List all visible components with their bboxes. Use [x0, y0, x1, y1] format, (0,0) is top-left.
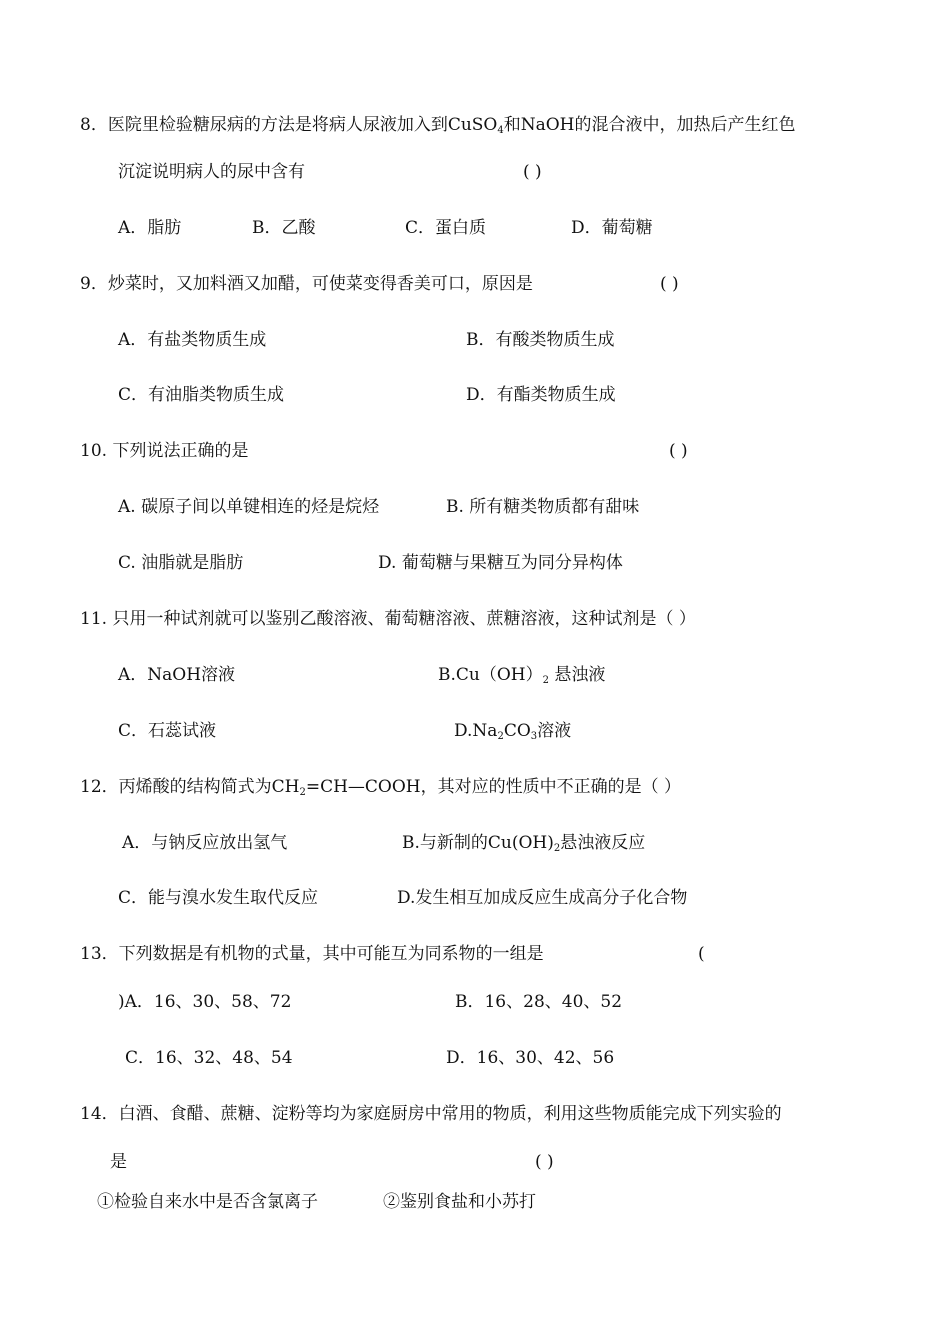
- q8-option-b: B．乙酸: [252, 218, 316, 238]
- q10-answer-paren: ( ): [669, 441, 688, 461]
- q8-answer-paren: ( ): [523, 162, 542, 182]
- q14-item-1: ①检验自来水中是否含氯离子: [97, 1192, 318, 1212]
- q13-answer-paren-open: (: [698, 944, 705, 964]
- q12-option-b: B.与新制的$Cu(OH)_2$悬浊液反应: [402, 833, 646, 854]
- q14-stem-line2: 是: [110, 1152, 127, 1172]
- q13-option-c: C．16、32、48、54: [125, 1048, 293, 1068]
- q10-option-b: B. 所有糖类物质都有甜味: [446, 497, 640, 517]
- q8-stem-line2: 沉淀说明病人的尿中含有: [118, 162, 305, 182]
- q11-option-b: $B.Cu(OH)_2$ 悬浊液: [438, 665, 606, 686]
- q13-stem: 13．下列数据是有机物的式量，其中可能互为同系物的一组是: [80, 944, 544, 964]
- q13-option-b: B．16、28、40、52: [455, 992, 623, 1012]
- q11-option-c: C．石蕊试液: [118, 721, 217, 741]
- q9-option-d: D．有酯类物质生成: [466, 385, 616, 405]
- q12-stem: 12．丙烯酸的结构简式为$CH_2=CH—COOH$，其对应的性质中不正确的是（ ）: [80, 777, 682, 798]
- q13-option-d: D．16、30、42、56: [446, 1048, 615, 1068]
- q11-option-d: $D.Na_2CO_3$溶液: [454, 721, 572, 742]
- q8-option-a: A．脂肪: [118, 218, 182, 238]
- q8-option-c: C．蛋白质: [405, 218, 487, 238]
- q9-option-a: A．有盐类物质生成: [118, 330, 267, 350]
- q11-option-a: A．NaOH溶液: [118, 665, 236, 685]
- q9-option-b: B．有酸类物质生成: [466, 330, 615, 350]
- q11-stem: 11. 只用一种试剂就可以鉴别乙酸溶液、葡萄糖溶液、蔗糖溶液，这种试剂是（ ）: [80, 609, 696, 629]
- q9-stem: 9．炒菜时，又加料酒又加醋，可使菜变得香美可口，原因是: [80, 274, 533, 294]
- q8-option-d: D．葡萄糖: [571, 218, 653, 238]
- q13-option-a: )A．16、30、58、72: [118, 992, 292, 1012]
- q10-option-c: C. 油脂就是脂肪: [118, 553, 244, 573]
- q10-stem: 10. 下列说法正确的是: [80, 441, 249, 461]
- q12-option-c: C．能与溴水发生取代反应: [118, 888, 319, 908]
- q10-option-a: A. 碳原子间以单键相连的烃是烷烃: [118, 497, 380, 517]
- q8-stem-line1: 8．医院里检验糖尿病的方法是将病人尿液加入到CuSO$_4$和NaOH的混合液中，加热后产生红色: [80, 115, 796, 136]
- q9-option-c: C．有油脂类物质生成: [118, 385, 285, 405]
- q9-answer-paren: ( ): [660, 274, 679, 294]
- q12-option-a: A．与钠反应放出氢气: [122, 833, 288, 853]
- q14-stem-line1: 14．白酒、食醋、蔗糖、淀粉等均为家庭厨房中常用的物质，利用这些物质能完成下列实验的: [80, 1104, 782, 1124]
- q10-option-d: D. 葡萄糖与果糖互为同分异构体: [378, 553, 623, 573]
- q14-item-2: ②鉴别食盐和小苏打: [383, 1192, 536, 1212]
- q12-option-d: D.发生相互加成反应生成高分子化合物: [397, 888, 688, 908]
- q14-answer-paren: ( ): [535, 1152, 554, 1172]
